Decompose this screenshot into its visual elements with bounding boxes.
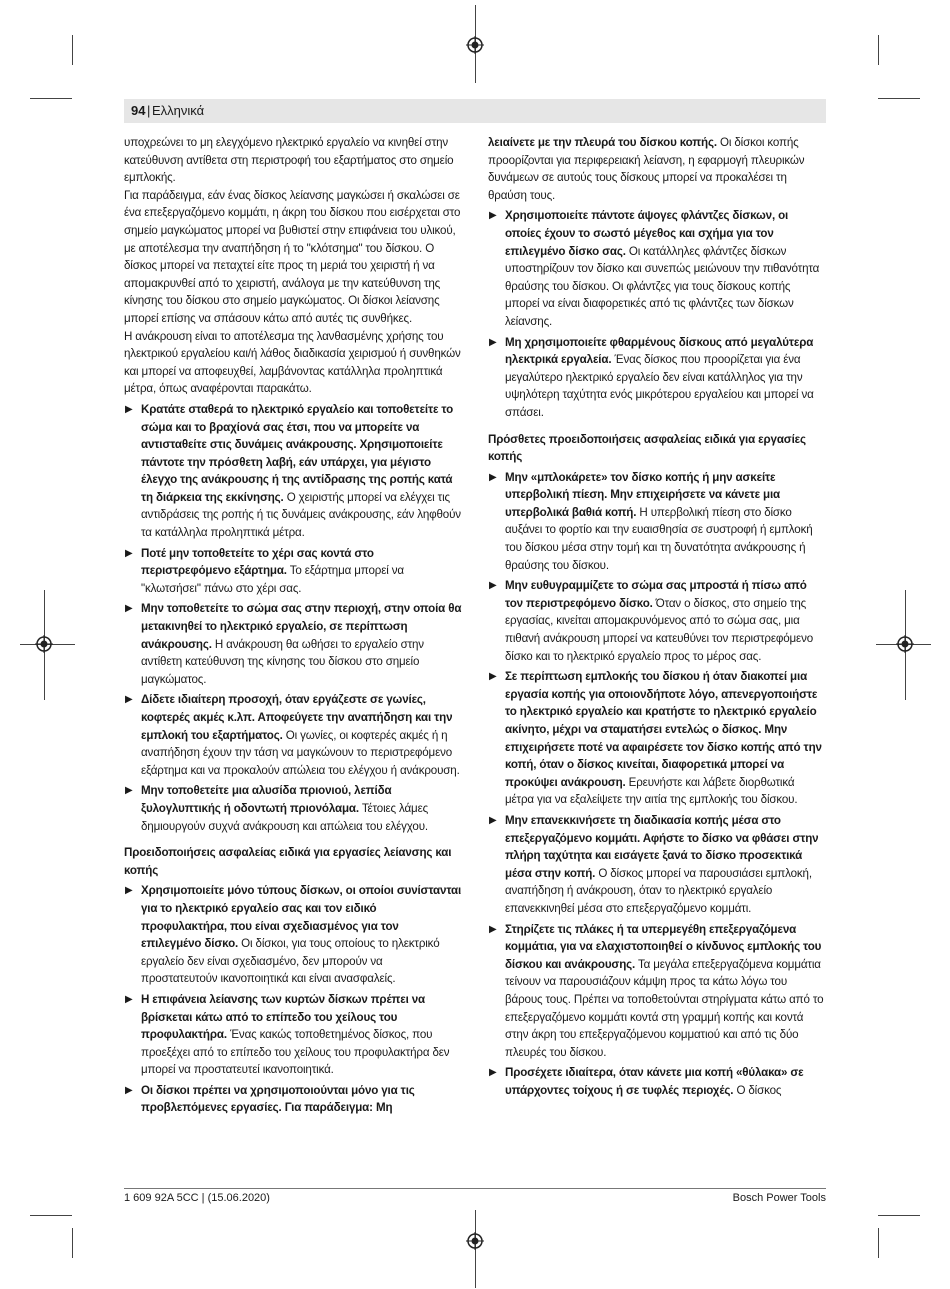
registration-mark-icon [466, 36, 484, 54]
body-text: Ο δίσκος [736, 1083, 782, 1097]
body-text: Ένας κακώς τοποθετημένος δίσκος, που προεξέχει από το επίπεδο του χείλους του προφυλακτήρα δεν μπορεί να προστατευτεί ικανοποιητικά. [141, 1028, 450, 1077]
footer-rule [124, 1188, 826, 1189]
crop-mark [72, 35, 73, 65]
brand-name: Bosch Power Tools [732, 1192, 826, 1204]
section-heading: Πρόσθετες προειδοποιήσεις ασφαλείας ειδικά για εργασίες κοπής [488, 432, 806, 464]
bold-text: Σε περίπτωση εμπλοκής του δίσκου ή όταν διακοπεί μια εργασία κοπής για οποιονδήποτε λόγο, απενεργοποιήστε το ηλεκτρικό εργαλείο και κρατήστε το ηλεκτρικό εργαλείο ακίνητο, μέχρι να σταματήσει εντελώς ο δίσκος. Μην επιχειρήσετε ποτέ να αφαιρέσετε τον δίσκο κοπής από την κοπή, όταν ο δίσκος κινείται, διαφορετικά μπορεί να προκύψει ανάκρουση. [505, 670, 822, 789]
bold-text: Μην επανεκκινήσετε τη διαδικασία κοπής μέσα στο επεξεργαζόμενο κομμάτι. Αφήστε το δίσκο να φθάσει στην πλήρη ταχύτητα και εισάγετε ξανά το δίσκο προσεκτικά μέσα στην κοπή. [505, 813, 819, 880]
bullet-arrow-icon: ▶ [489, 336, 497, 348]
bullet-arrow-icon: ▶ [125, 993, 133, 1005]
warning-item [124, 991, 462, 1079]
bullet-arrow-icon: ▶ [125, 885, 133, 897]
body-text: Ο δίσκος μπορεί να παρουσιάσει εμπλοκή, αναπήδηση ή ανάκρουση, όταν το ηλεκτρικό εργαλείο επανεκκινηθεί μέσα στο επεξεργαζόμενο κομμάτι. [505, 866, 812, 915]
body-text: Οι δίσκοι, για τους οποίους το ηλεκτρικό εργαλείο δεν είναι σχεδιασμένο, δεν μπορούν να προστατευτούν ικανοποιητικά και είναι ανασφαλείς. [141, 937, 440, 986]
bold-text: λειαίνετε με την πλευρά του δίσκου κοπής. [488, 136, 717, 149]
crop-mark [30, 1215, 72, 1216]
bold-text: Κρατάτε σταθερά το ηλεκτρικό εργαλείο και τοποθετείτε το σώμα και το βραχίονά σας έτσι, που να μπορείτε να αντισταθείτε στις δυνάμεις ανάκρουσης. Χρησιμοποιείτε πάντοτε την πρόσθετη λαβή, εάν υπάρχει, για μέγιστο έλεγχο της ανάκρουσης ή της αντίδρασης της ροπής κατά τη διάρκεια της εκκίνησης. [141, 402, 454, 504]
warning-item [488, 1064, 826, 1099]
bold-text: Στηρίζετε τις πλάκες ή τα υπερμεγέθη επεξεργαζόμενα κομμάτια, για να ελαχιστοποιηθεί ο κίνδυνος εμπλοκής του δίσκου και ανάκρουσης. [505, 922, 822, 971]
body-text: Η ανάκρουση θα ωθήσει το εργαλείο στην αντίθετη κατεύθυνση της κίνησης του δίσκου στο σημείο μαγκώματος. [141, 637, 424, 686]
bold-text: Οι δίσκοι πρέπει να χρησιμοποιούνται μόνο για τις προβλεπόμενες εργασίες. Για παράδειγμα: Μη [141, 1083, 415, 1115]
warning-list [124, 882, 462, 1117]
body-text: Η υπερβολική πίεση στο δίσκο αυξάνει το φορτίο και την ευαισθησία σε συστροφή ή εμπλοκή του δίσκου μέσα στην τομή και τη δυνατότητα ανάκρουσης ή θραύσης του δίσκου. [505, 505, 813, 572]
warning-item [124, 782, 462, 835]
crop-mark [878, 1228, 879, 1258]
warning-list [488, 207, 826, 421]
bullet-arrow-icon: ▶ [489, 923, 497, 935]
bold-text: Ποτέ μην τοποθετείτε το χέρι σας κοντά στο περιστρεφόμενο εξάρτημα. [141, 546, 374, 578]
body-text: Οι δίσκοι κοπής προορίζονται για περιφερειακή λείανση, η εφαρμογή πλευρικών δυνάμεων σε αυτούς τους δίσκους μπορεί να προκαλέσει τη θραύση τους. [488, 136, 805, 202]
registration-mark-icon [35, 635, 53, 653]
bullet-arrow-icon: ▶ [489, 471, 497, 483]
crop-mark [30, 98, 72, 99]
warning-item [488, 334, 826, 422]
page-language: Ελληνικά [152, 103, 205, 118]
right-column [488, 134, 826, 1099]
bullet-arrow-icon: ▶ [125, 403, 133, 415]
bullet-arrow-icon: ▶ [125, 547, 133, 559]
section-heading: Προειδοποιήσεις ασφαλείας ειδικά για εργασίες λείανσης και κοπής [124, 846, 452, 877]
bullet-arrow-icon: ▶ [489, 814, 497, 826]
bold-text: Δίδετε ιδιαίτερη προσοχή, όταν εργάζεστε σε γωνίες, κοφτερές ακμές κ.λπ. Αποφεύγετε την αναπήδηση και την εμπλοκή του εξαρτήματος. [141, 693, 453, 742]
paragraph: Για παράδειγμα, εάν ένας δίσκος λείανσης μαγκώσει ή σκαλώσει σε ένα επεξεργαζόμενο κομμάτι, η άκρη του δίσκου που εισέρχεται στο σημείο μαγκώματος μπορεί να βυθιστεί στην επιφάνεια του υλικού, με αποτέλεσμα την αναπήδηση ή το "κλότσημα" του δίσκου. Ο δίσκος μπορεί να πεταχτεί είτε προς τη μεριά του χειριστή ή να απομακρυνθεί από το χειριστή, ανάλογα με την κατεύθυνση της κίνησης του δίσκου στο σημείο μαγκώματος. Οι δίσκοι λείανσης μπορεί επίσης να σπάσουν κάτω από αυτές τις συνθήκες. [124, 188, 461, 325]
bullet-arrow-icon: ▶ [125, 603, 133, 615]
registration-mark-icon [466, 1232, 484, 1250]
warning-item [488, 469, 826, 575]
warning-item [488, 577, 826, 665]
bullet-arrow-icon: ▶ [489, 671, 497, 683]
bullet-arrow-icon: ▶ [125, 1084, 133, 1096]
bold-text: Προσέχετε ιδιαίτερα, όταν κάνετε μια κοπή «θύλακα» σε υπάρχοντες τοίχους ή σε τυφλές περιοχές. [505, 1066, 804, 1097]
paragraph: υποχρεώνει το μη ελεγχόμενο ηλεκτρικό εργαλείο να κινηθεί στην κατεύθυνση αντίθετα στη περιστροφή του εξαρτήματος στο σημείο εμπλοκής. [124, 136, 454, 185]
body-text: Οι κατάλληλες φλάντζες δίσκων υποστηρίζουν τον δίσκο και συνεπώς μειώνουν την πιθανότητα θραύσης του δίσκου. Οι φλάντζες για τους δίσκους κοπής μπορεί να είναι διαφορετικές από τις φλάντζες των δίσκων λείανσης. [505, 244, 820, 328]
warning-item [488, 668, 826, 809]
warning-item [124, 1082, 462, 1117]
crop-mark [878, 35, 879, 65]
bullet-arrow-icon: ▶ [125, 785, 133, 797]
paragraph: Η ανάκρουση είναι το αποτέλεσμα της λανθασμένης χρήσης του ηλεκτρικού εργαλείου και/ή λάθος διαδικασία χειρισμού ή συνθηκών και μπορεί να αποφευχθεί, λαμβάνοντας κατάλληλα προληπτικά μέτρα, όπως αναφέρονται παρακάτω. [124, 329, 461, 396]
warning-item [124, 691, 462, 779]
warning-item [488, 921, 826, 1062]
registration-mark-icon [896, 635, 914, 653]
warning-item [488, 207, 826, 330]
warning-item [124, 600, 462, 688]
warning-list [124, 401, 462, 835]
bold-text: Μην τοποθετείτε μια αλυσίδα πριονιού, λεπίδα ξυλογλυπτικής ή οδοντωτή πριονόλαμα. [141, 784, 392, 815]
bold-text: Μην τοποθετείτε το σώμα σας στην περιοχή, στην οποία θα μετακινηθεί το ηλεκτρικό εργαλείο, σε περίπτωση ανάκρουσης. [141, 602, 462, 651]
body-text: Το εξάρτημα μπορεί να "κλωτσήσει" πάνω στο χέρι σας. [141, 564, 404, 595]
bullet-arrow-icon: ▶ [489, 580, 497, 592]
page-header-bar [124, 99, 826, 123]
warning-list [488, 469, 826, 1100]
left-column [124, 134, 462, 1117]
bullet-arrow-icon: ▶ [125, 694, 133, 706]
bold-text: Μη χρησιμοποιείτε φθαρμένους δίσκους από μεγαλύτερα ηλεκτρικά εργαλεία. [505, 335, 814, 367]
bold-text: Χρησιμοποιείτε πάντοτε άψογες φλάντζες δίσκων, οι οποίες έχουν το σωστό μέγεθος και σχήμα για τον επιλεγμένο δίσκο σας. [505, 209, 789, 258]
body-text: Ο χειριστής μπορεί να ελέγχει τις αντιδράσεις της ροπής ή τις δυνάμεις ανάκρουσης, εάν ληφθούν τα κατάλληλα προληπτικά μέτρα. [141, 490, 461, 540]
bold-text: Χρησιμοποιείτε μόνο τύπους δίσκων, οι οποίοι συνίστανται για το ηλεκτρικό εργαλείο σας και τον ειδικό προφυλακτήρα, που είναι σχεδιασμένος για τον επιλεγμένο δίσκο. [141, 884, 462, 951]
crop-mark [72, 1228, 73, 1258]
crop-mark [878, 1215, 920, 1216]
crop-mark [878, 98, 920, 99]
document-id: 1 609 92A 5CC | (15.06.2020) [124, 1192, 270, 1204]
bold-text: Μην «μπλοκάρετε» τον δίσκο κοπής ή μην ασκείτε υπερβολική πίεση. Μην επιχειρήσετε να κάνετε μια υπερβολικά βαθιά κοπή. [505, 470, 781, 519]
warning-item [124, 545, 462, 598]
bullet-arrow-icon: ▶ [489, 210, 497, 222]
body-text: Οι γωνίες, οι κοφτερές ακμές ή η αναπήδηση έχουν την τάση να μαγκώνουν το περιστρεφόμενο εξάρτημα και να προκαλούν απώλεια του ελέγχου ή ανάκρουση. [141, 728, 460, 777]
paragraph [488, 134, 826, 204]
body-text: Όταν ο δίσκος, στο σημείο της εργασίας, κινείται απομακρυνόμενος από το σώμα σας, μια πιθανή ανάκρουση μπορεί να κατευθύνει τον περιστρεφόμενο δίσκο και το ηλεκτρικό εργαλείο προς το μέρος σας. [505, 596, 814, 663]
body-text: Ερευνήστε και λάβετε διορθωτικά μέτρα για να εξαλείψετε την αιτία της εμπλοκής του δίσκου. [505, 775, 798, 807]
bold-text: Μην ευθυγραμμίζετε το σώμα σας μπροστά ή πίσω από τον περιστρεφόμενο δίσκο. [505, 579, 807, 610]
body-text: Τα μεγάλα επεξεργαζόμενα κομμάτια τείνουν να παρουσιάζουν κάμψη προς τα κάτω λόγω του βάρους τους. Πρέπει να τοποθετούνται στηρίγματα κάτω από το επεξεργαζόμενο κομμάτι κοντά στη γραμμή κοπής και κοντά στην άκρη του επεξεργαζόμενου κομματιού και από τις δύο πλευρές του δίσκου. [505, 957, 824, 1059]
warning-item [488, 812, 826, 918]
header-separator: | [147, 103, 151, 118]
bullet-arrow-icon: ▶ [489, 1067, 497, 1079]
body-text: Τέτοιες λάμες δημιουργούν συχνά ανάκρουση και απώλεια του ελέγχου. [141, 801, 429, 833]
body-text: Ένας δίσκος που προορίζεται για ένα μεγαλύτερο ηλεκτρικό εργαλείο δεν είναι κατάλληλος για την υψηλότερη ταχύτητα ενός μικρότερου εργαλείου και μπορεί να σπάσει. [505, 353, 814, 419]
bold-text: Η επιφάνεια λείανσης των κυρτών δίσκων πρέπει να βρίσκεται κάτω από το επίπεδο του χείλους του προφυλακτήρα. [141, 992, 426, 1042]
warning-item [124, 401, 462, 542]
warning-item [124, 882, 462, 988]
page-number: 94 [131, 103, 146, 118]
